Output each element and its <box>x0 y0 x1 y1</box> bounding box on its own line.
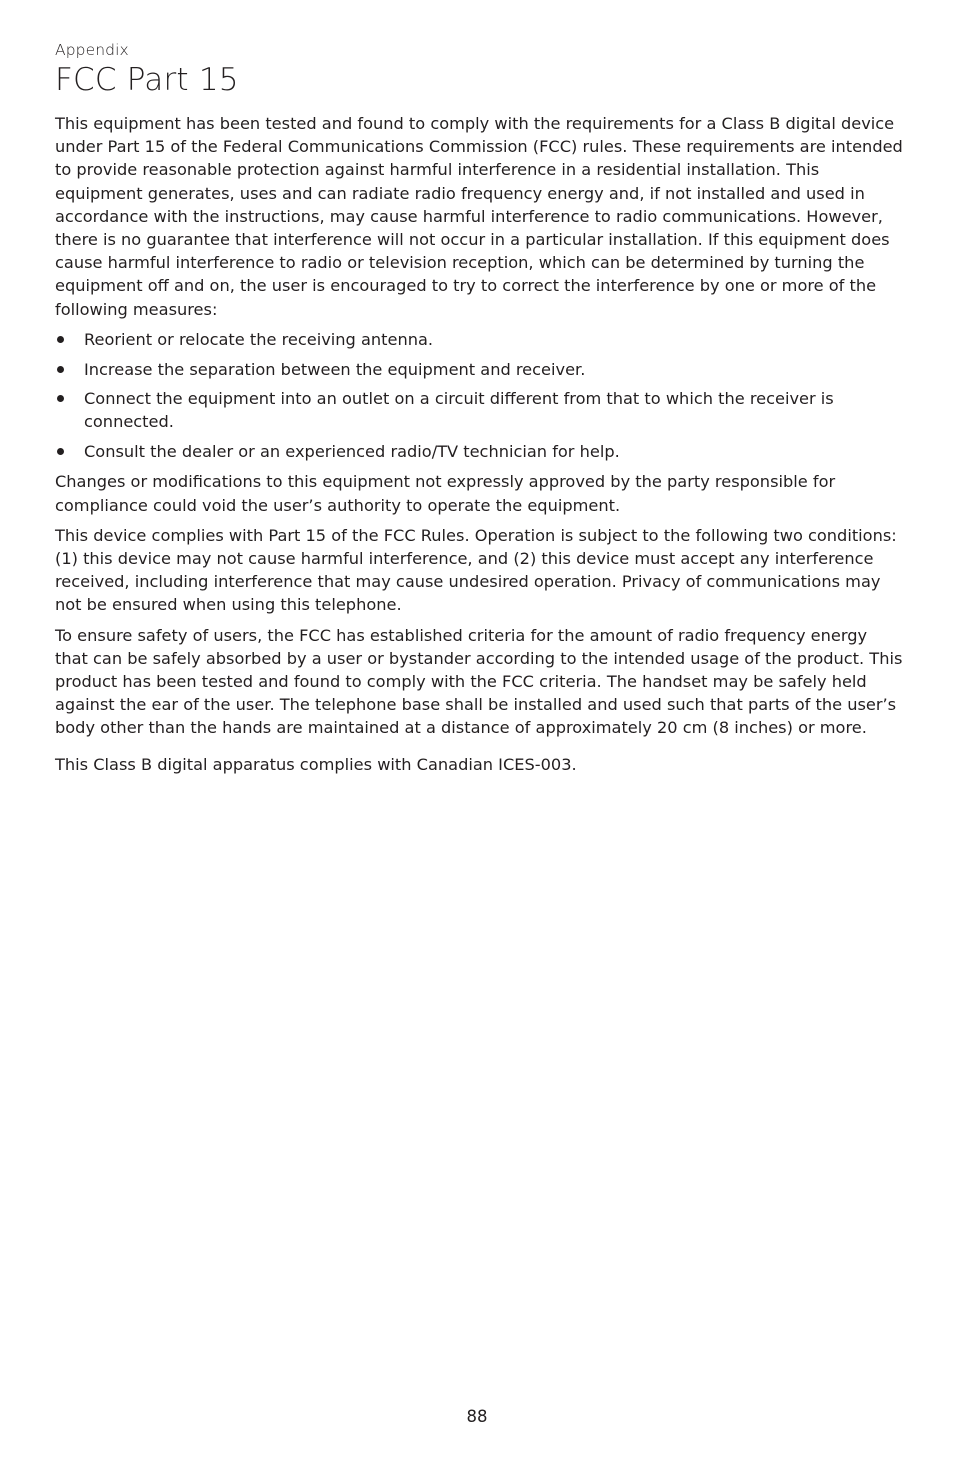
list-item <box>55 328 905 351</box>
page-number: 88 <box>466 1407 488 1426</box>
section-label: Appendix <box>55 41 129 59</box>
list-item-text: Increase the separation between the equipment and receiver. <box>84 359 586 379</box>
bullet-icon <box>57 395 64 402</box>
bullet-icon <box>57 336 64 343</box>
measures-list <box>55 328 905 464</box>
list-item <box>55 440 905 463</box>
list-item-text: Connect the equipment into an outlet on a circuit different from that to which the receiver is connected. <box>84 389 834 432</box>
page-title: FCC Part 15 <box>55 62 239 98</box>
list-item-text: Consult the dealer or an experienced radio/TV technician for help. <box>84 442 620 462</box>
compliance-paragraph: This device complies with Part 15 of the FCC Rules. Operation is subject to the following two conditions: (1) this device may not cause harmful interference, and (2) this device must accept any interference received, including interference that may cause undesired operation. Privacy of communications may not be ensured when using this telephone. <box>55 525 897 615</box>
bullet-icon <box>57 366 64 373</box>
list-item <box>55 358 905 381</box>
list-item-text: Reorient or relocate the receiving antenna. <box>84 329 434 349</box>
canada-paragraph: This Class B digital apparatus complies with Canadian ICES-003. <box>55 754 577 774</box>
changes-paragraph: Changes or modifications to this equipment not expressly approved by the party responsible for compliance could void the user’s authority to operate the equipment. <box>55 472 836 515</box>
intro-paragraph: This equipment has been tested and found to comply with the requirements for a Class B digital device under Part 15 of the Federal Communications Commission (FCC) rules. These requirements are intended to provide reasonable protection against harmful interference in a residential installation. This equipment generates, uses and can radiate radio frequency energy and, if not installed and used in accordance with the instructions, may cause harmful interference to radio communications. However, there is no guarantee that interference will not occur in a particular installation. If this equipment does cause harmful interference to radio or television reception, which can be determined by turning the equipment off and on, the user is encouraged to try to correct the interference by one or more of the following measures: <box>55 114 903 319</box>
document-page <box>55 40 905 783</box>
safety-paragraph: To ensure safety of users, the FCC has established criteria for the amount of radio frequency energy that can be safely absorbed by a user or bystander according to the intended usage of the product. This product has been tested and found to comply with the FCC criteria. The handset may be safely held against the ear of the user. The telephone base shall be installed and used such that parts of the user’s body other than the hands are maintained at a distance of approximately 20 cm (8 inches) or more. <box>55 625 903 738</box>
list-item <box>55 387 905 433</box>
bullet-icon <box>57 448 64 455</box>
